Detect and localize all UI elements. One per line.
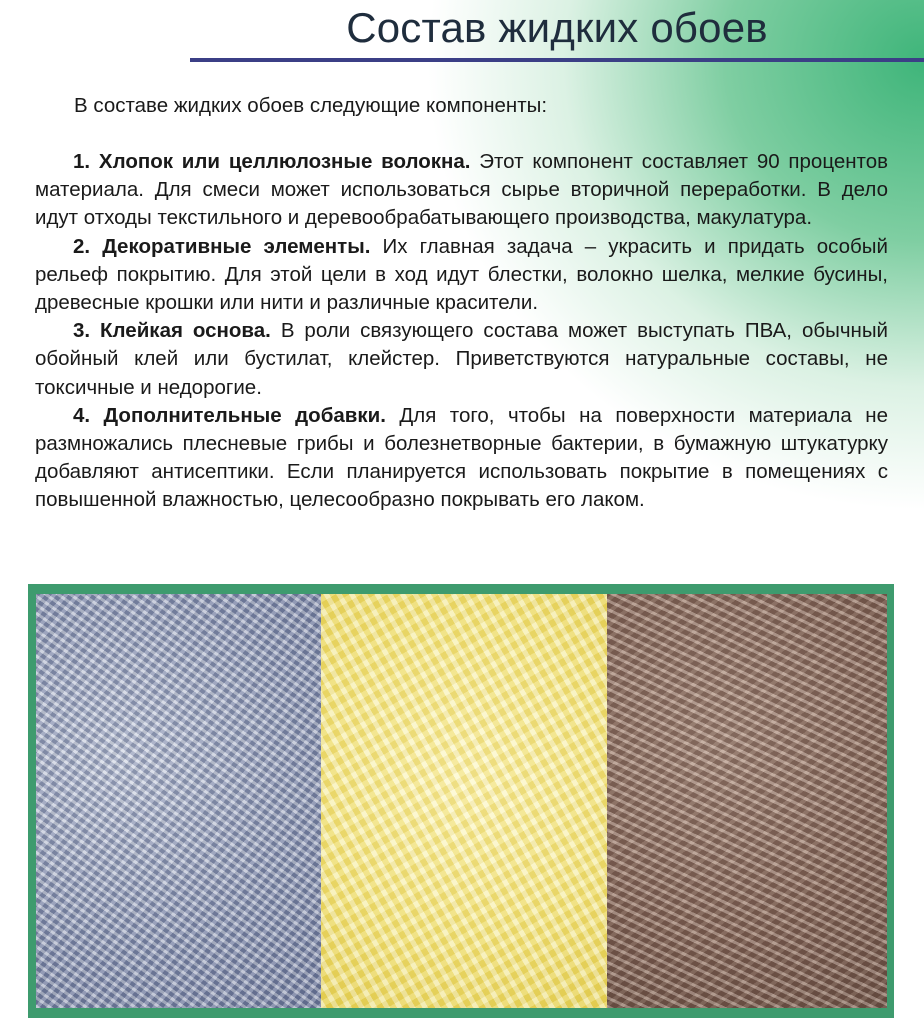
list-item [35,148,888,233]
brown-sample-texture [607,594,887,1008]
list-item [35,402,888,515]
blue-sample-texture [36,594,321,1008]
yellow-sample-texture [321,594,607,1008]
sample-strip [36,594,887,1008]
item-text: Их главная задача – украсить и придать особый рельеф покрытию. Для этой цели в ход идут блестки, волокно шелка, мелкие бусины, древесные крошки или нити и различные красители. [35,234,888,315]
title-underline [190,58,924,62]
wallpaper-samples-photo [28,584,894,1018]
item-heading: 2. Декоративные элементы. [73,234,371,258]
intro-text: В составе жидких обоев следующие компоненты: [74,94,548,117]
item-text: В роли связующего состава может выступать ПВА, обычный обойный клей или бустилат, клейстер. Приветствуются натуральные составы, не токсичные и недорогие. [35,319,889,399]
component-list [35,148,888,515]
page-title: Состав жидких обоев [346,4,768,51]
list-item [35,233,888,318]
item-text: Для того, чтобы на поверхности материала не размножались плесневые грибы и болезнетворные бактерии, в бумажную штукатурку добавляют антисептики. Если планируется использовать покрытие в помещениях с повышенной влажностью, целесообразно покрывать его лаком. [35,403,888,512]
item-heading: 1. Хлопок или целлюлозные волокна. [73,150,471,173]
list-item [35,317,888,402]
item-heading: 3. Клейкая основа. [73,319,271,343]
item-text: Этот компонент составляет 90 процентов материала. Для смеси может использоваться сырье вторичной переработки. В дело идут отходы текстильного и деревообрабатывающего производства, макулатура. [35,150,888,230]
item-heading: 4. Дополнительные добавки. [73,403,386,427]
